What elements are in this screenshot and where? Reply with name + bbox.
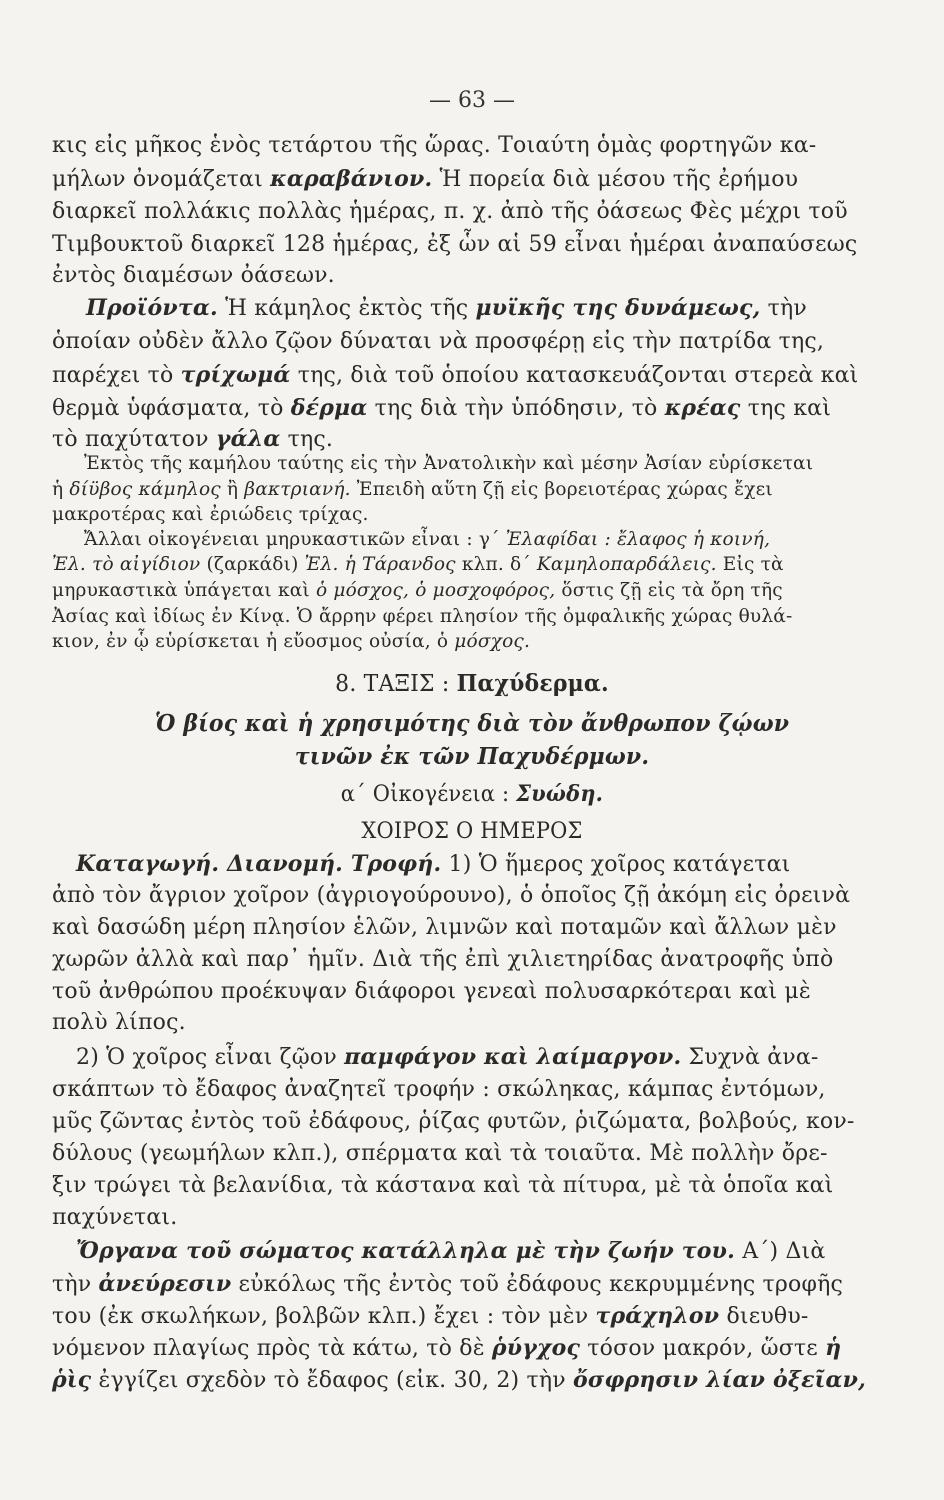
family-heading: α΄ Οἰκογένεια : Συώδη. (340, 781, 604, 807)
small-text-line: κιον, ἐν ᾧ εὑρίσκεται ἡ εὔοσμος οὐσία, ὁ μόσχος. (52, 631, 531, 652)
text-line: ἐντὸς διαμέσων ὀάσεων. (52, 263, 335, 288)
text-line: σκάπτων τὸ ἔδαφος ἀναζητεῖ τροφήν : σκώληκας, κάμπας ἐντόμων, (52, 1077, 826, 1102)
text-line: Προϊόντα. Ἡ κάμηλος ἐκτὸς τῆς μυϊκῆς της δυνάμεως, τὴν (86, 295, 807, 321)
text-line: τὸ παχύτατον γάλα της. (52, 426, 334, 452)
text-line: Ὄργανα τοῦ σώματος κατάλληλα μὲ τὴν ζωήν του. Α΄) Διὰ (76, 1238, 826, 1264)
text-line: τὴν ἀνεύρεσιν εὐκόλως τῆς ἐντὸς τοῦ ἐδάφους κεκρυμμένης τροφῆς (52, 1271, 843, 1297)
text-line: δύλους (γεωμήλων κλπ.), σπέρματα καὶ τὰ τοιαῦτα. Μὲ πολλὴν ὄρε- (52, 1141, 828, 1166)
small-text-line: Ἄλλαι οἰκογένειαι μηρυκαστικῶν εἶναι : γ΄ Ἐλαφίδαι : ἔλαφος ἡ κοινή, (84, 529, 771, 550)
text-line: παχύνεται. (52, 1205, 178, 1230)
page-number: — 63 — (429, 88, 515, 113)
text-line: μῦς ζῶντας ἐντὸς τοῦ ἐδάφους, ῥίζας φυτῶν, ῥιζώματα, βολβούς, κον- (52, 1109, 855, 1134)
text-line: πολὺ λίπος. (52, 1010, 186, 1035)
animal-heading: ΧΟΙΡΟΣ Ο ΗΜΕΡΟΣ (361, 819, 583, 844)
small-text-line: Ἀσίας καὶ ἰδίως ἐν Κίνᾳ. Ὁ ἄρρην φέρει πλησίον τῆς ὀμφαλικῆς χώρας θυλά- (52, 606, 793, 627)
text-line: νόμενον πλαγίως πρὸς τὰ κάτω, τὸ δὲ ῥύγχος τόσον μακρόν, ὥστε ἡ (52, 1335, 842, 1361)
text-line: του (ἐκ σκωλήκων, βολβῶν κλπ.) ἔχει : τὸν μὲν τράχηλον διευθυ- (52, 1303, 809, 1329)
small-text-line: μηρυκαστικὰ ὑπάγεται καὶ ὁ μόσχος, ὁ μοσχοφόρος, ὅστις ζῇ εἰς τὰ ὄρη τῆς (52, 580, 783, 601)
text-line: ἀπὸ τὸν ἄγριον χοῖρον (ἀγριογούρουνο), ὁ ὁποῖος ζῇ ἀκόμη εἰς ὀρεινὰ (52, 883, 851, 908)
text-line: μήλων ὀνομάζεται καραβάνιον. Ἡ πορεία διὰ μέσου τῆς ἐρήμου (52, 166, 799, 192)
text-line: χωρῶν ἀλλὰ καὶ παρ᾽ ἡμῖν. Διὰ τῆς ἐπὶ χιλιετηρίδας ἀνατροφῆς ὑπὸ (52, 947, 834, 972)
text-line: Τιμβουκτοῦ διαρκεῖ 128 ἡμέρας, ἐξ ὧν αἱ 59 εἶναι ἡμέραι ἀναπαύσεως (52, 232, 858, 257)
text-line: 2) Ὁ χοῖρος εἶναι ζῷον παμφάγον καὶ λαίμαργον. Συχνὰ ἀνα- (76, 1044, 819, 1070)
text-line: ὁποίαν οὐδὲν ἄλλο ζῷον δύναται νὰ προσφέρῃ εἰς τὴν πατρίδα της, (52, 329, 825, 354)
text-line: τοῦ ἀνθρώπου προέκυψαν διάφοροι γενεαὶ πολυσαρκότεραι καὶ μὲ (52, 979, 811, 1004)
text-line: ξιν τρώγει τὰ βελανίδια, τὰ κάστανα καὶ τὰ πίτυρα, μὲ τὰ ὁποῖα καὶ (52, 1173, 834, 1198)
text-line: κις εἰς μῆκος ἑνὸς τετάρτου τῆς ὥρας. Τοιαύτη ὁμὰς φορτηγῶν κα- (52, 133, 817, 158)
small-text-line: ἡ δίϋβος κάμηλος ἢ βακτριανή. Ἐπειδὴ αὕτη ζῇ εἰς βορειοτέρας χώρας ἔχει (52, 479, 773, 500)
small-text-line: Ἐκτὸς τῆς καμήλου ταύτης εἰς τὴν Ἀνατολικὴν καὶ μέσην Ἀσίαν εὑρίσκεται (84, 453, 814, 474)
text-line: ῥὶς ἐγγίζει σχεδὸν τὸ ἔδαφος (εἰκ. 30, 2) τὴν ὄσφρησιν λίαν ὀξεῖαν, (52, 1367, 866, 1393)
section-heading: 8. ΤΑΞΙΣ : Παχύδερμα. (335, 670, 609, 697)
text-line: Καταγωγή. Διανομή. Τροφή. 1) Ὁ ἥμερος χοῖρος κατάγεται (76, 851, 791, 877)
text-line: παρέχει τὸ τρίχωμά της, διὰ τοῦ ὁποίου κατασκευάζονται στερεὰ καὶ (52, 362, 859, 388)
section-subheading: τινῶν ἐκ τῶν Παχυδέρμων. (294, 743, 650, 770)
section-subheading: Ὁ βίος καὶ ἡ χρησιμότης διὰ τὸν ἄνθρωπον ζῴων (154, 710, 790, 737)
small-text-line: μακροτέρας καὶ ἐριώδεις τρίχας. (52, 504, 369, 525)
text-line: διαρκεῖ πολλάκις πολλὰς ἡμέρας, π. χ. ἀπὸ τῆς ὀάσεως Φὲς μέχρι τοῦ (52, 199, 848, 224)
small-text-line: Ἐλ. τὸ αἰγίδιον (ζαρκάδι) Ἐλ. ἡ Τάρανδος κλπ. δ΄ Καμηλοπαρδάλεις. Εἰς τὰ (52, 554, 784, 575)
text-line: θερμὰ ὑφάσματα, τὸ δέρμα της διὰ τὴν ὑπόδησιν, τὸ κρέας της καὶ (52, 395, 832, 421)
text-line: καὶ δασώδη μέρη πλησίον ἑλῶν, λιμνῶν καὶ ποταμῶν καὶ ἄλλων μὲν (52, 915, 837, 940)
